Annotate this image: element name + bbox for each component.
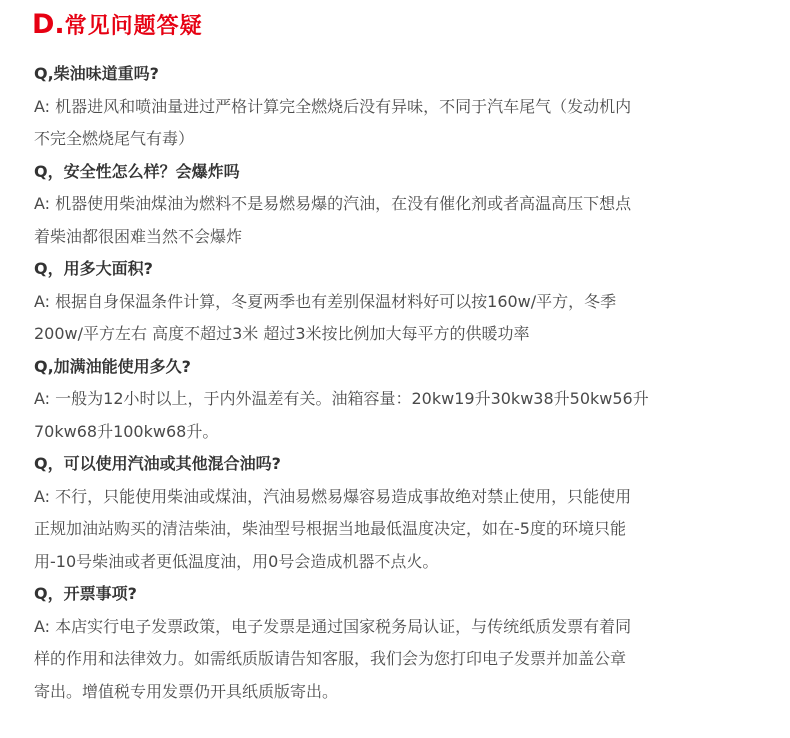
- section-header: [32, 7, 203, 41]
- faq-item: [34, 578, 724, 708]
- faq-answer: A: 根据自身保温条件计算，冬夏两季也有差别保温材料好可以按160w/平方，冬季 200w/平方左右 高度不超过3米 超过3米按比例加大每平方的供暖功率: [34, 291, 617, 343]
- faq-answer: A: 机器进风和喷油量进过严格计算完全燃烧后没有异味，不同于汽车尾气（发动机内 不完全燃烧尾气有毒）: [34, 96, 632, 148]
- faq-question: Q，用多大面积?: [34, 259, 153, 278]
- faq-answer: A: 本店实行电子发票政策，电子发票是通过国家税务局认证，与传统纸质发票有着同 样的作用和法律效力。如需纸质版请告知客服，我们会为您打印电子发票并加盖公章 寄出。增值税专用发票仍开具纸质版寄出。: [34, 616, 632, 701]
- faq-item: [34, 448, 724, 578]
- faq-question: Q，可以使用汽油或其他混合油吗?: [34, 454, 281, 473]
- faq-item: [34, 253, 724, 351]
- faq-question: Q,柴油味道重吗?: [34, 64, 159, 83]
- faq-answer: A: 一般为12小时以上，于内外温差有关。油箱容量：20kw19升30kw38升50kw56升 70kw68升100kw68升。: [34, 389, 649, 441]
- faq-question: Q，开票事项?: [34, 584, 137, 603]
- faq-question: Q，安全性怎么样？会爆炸吗: [34, 161, 240, 181]
- section-letter: D.: [32, 8, 65, 40]
- faq-item: [34, 156, 724, 254]
- faq-question: Q,加满油能使用多久?: [34, 356, 191, 376]
- faq-list: [34, 58, 724, 708]
- faq-answer: A: 不行，只能使用柴油或煤油，汽油易燃易爆容易造成事故绝对禁止使用，只能使用 正规加油站购买的清洁柴油，柴油型号根据当地最低温度决定，如在-5度的环境只能 用-10号柴油或者更低温度油，用0号会造成机器不点火。: [34, 486, 632, 571]
- faq-item: [34, 351, 724, 449]
- faq-item: [34, 58, 724, 156]
- section-title: 常见问题答疑: [64, 13, 203, 39]
- faq-answer: A: 机器使用柴油煤油为燃料不是易燃易爆的汽油，在没有催化剂或者高温高压下想点 着柴油都很困难当然不会爆炸: [34, 194, 632, 246]
